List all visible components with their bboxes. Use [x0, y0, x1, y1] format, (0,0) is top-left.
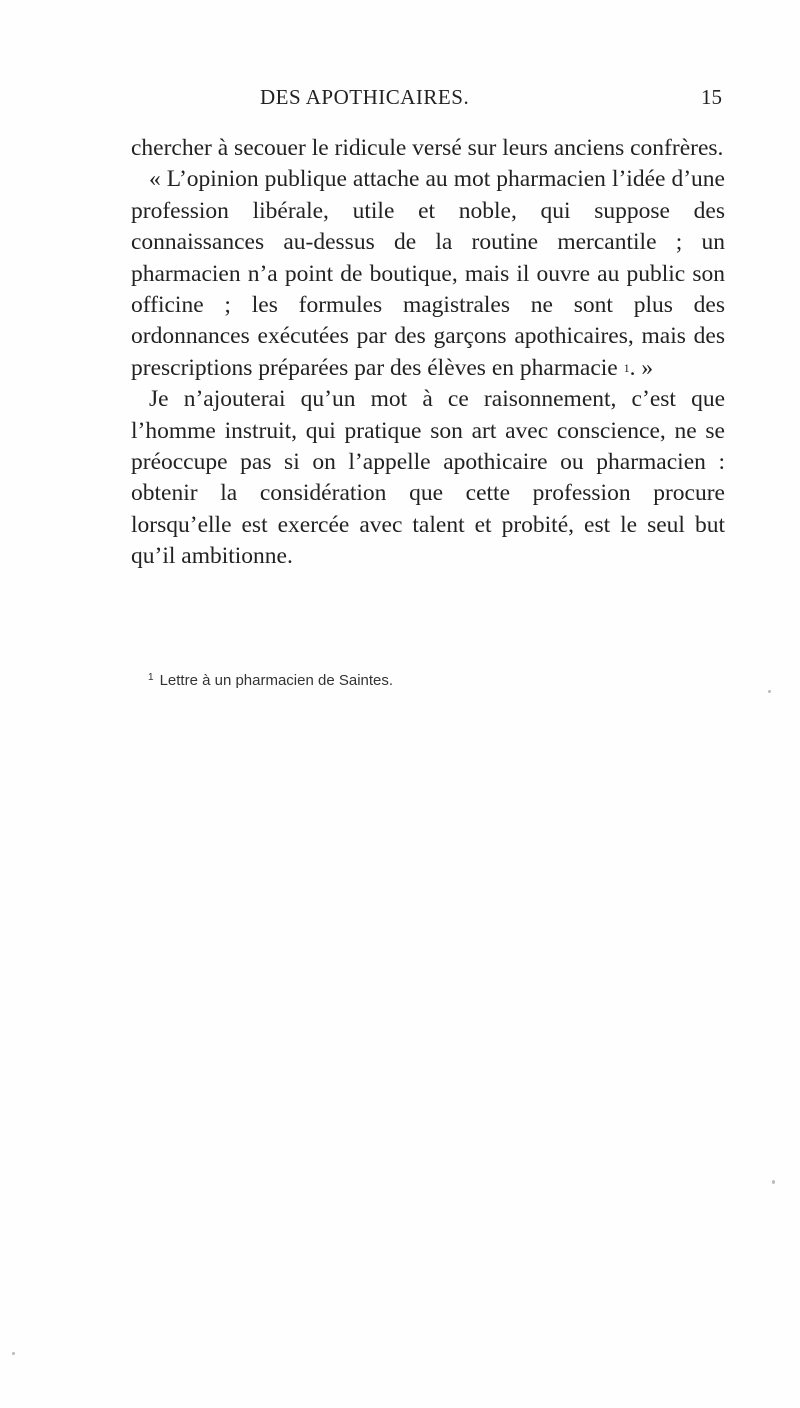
- paper-speck: [772, 1180, 775, 1184]
- paragraph-text-end: . »: [629, 354, 654, 381]
- paragraph-text: chercher à secouer le ridicule versé sur leurs anciens confrères.: [131, 135, 724, 161]
- footnote: [148, 672, 708, 689]
- body-text: [131, 133, 725, 573]
- running-head: [130, 85, 730, 119]
- quote-paragraph: [131, 164, 725, 384]
- paragraph: [131, 133, 725, 164]
- footnote-mark: 1: [148, 672, 154, 683]
- footnote-reference[interactable]: 1: [623, 360, 630, 375]
- running-title: DES APOTHICAIRES.: [260, 85, 470, 109]
- paragraph-text: « L’opinion publique attache au mot pharmacien l’idée d’une profession libérale, utile et noble, qui suppose des connaissances au-dessus de la routine mercantile ; un pharmacien n’a point de boutique, mais il ouvre au public son officine ; les formules magistrales ne sont plus des ordonnances exécutées par des garçons apothicaires, mais des prescriptions préparées par des élèves en pharmacie: [131, 166, 725, 381]
- paragraph-text: Je n’ajouterai qu’un mot à ce raisonnement, c’est que l’homme instruit, qui pratique son art avec conscience, ne se préoccupe pas si on l’appelle apothicaire ou pharmacien : obtenir la considération que cette profession procure lorsqu’elle est exercée avec talent et probité, est le seul but qu’il ambitionne.: [131, 386, 725, 570]
- paper-speck: [12, 1352, 15, 1355]
- footnote-text: Lettre à un pharmacien de Saintes.: [159, 672, 394, 689]
- paper-speck: [768, 690, 771, 693]
- page-number: 15: [701, 85, 722, 109]
- paragraph: [131, 384, 725, 572]
